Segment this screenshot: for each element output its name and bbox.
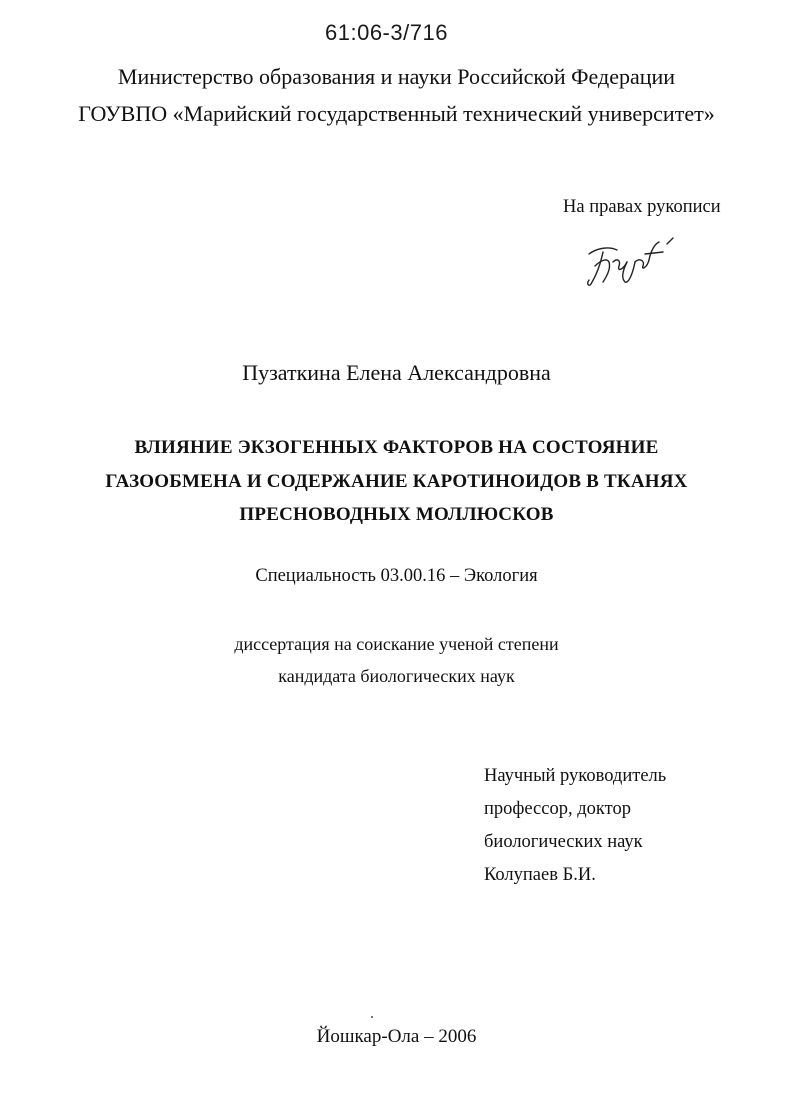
degree-line-1: диссертация на соискание ученой степени xyxy=(234,634,559,654)
degree-line-2: кандидата биологических наук xyxy=(278,666,515,686)
author-name: Пузаткина Елена Александровна xyxy=(242,360,551,385)
dissertation-title-line-3: ПРЕСНОВОДНЫХ МОЛЛЮСКОВ xyxy=(239,504,554,525)
supervisor-name: Колупаев Б.И. xyxy=(484,865,596,885)
archive-code: 61:06-3/716 xyxy=(325,20,448,45)
supervisor-title: профессор, доктор xyxy=(484,799,631,819)
ministry-heading: Министерство образования и науки Российской Федерации xyxy=(117,64,676,89)
manuscript-rights-note: На правах рукописи xyxy=(563,197,721,217)
dissertation-title-line-2: ГАЗООБМЕНА И СОДЕРЖАНИЕ КАРОТИНОИДОВ В ТКАНЯХ xyxy=(105,471,688,492)
supervisor-role: Научный руководитель xyxy=(484,766,667,786)
university-heading: ГОУВПО «Марийский государственный технический университет» xyxy=(78,101,715,126)
scan-speck xyxy=(371,1016,373,1018)
handwritten-signature xyxy=(583,232,683,292)
city-year: Йошкар-Ола – 2006 xyxy=(316,1026,477,1047)
specialty-line: Специальность 03.00.16 – Экология xyxy=(255,566,538,586)
supervisor-degree: биологических наук xyxy=(484,832,643,852)
dissertation-title-line-1: ВЛИЯНИЕ ЭКЗОГЕННЫХ ФАКТОРОВ НА СОСТОЯНИЕ xyxy=(134,437,659,458)
